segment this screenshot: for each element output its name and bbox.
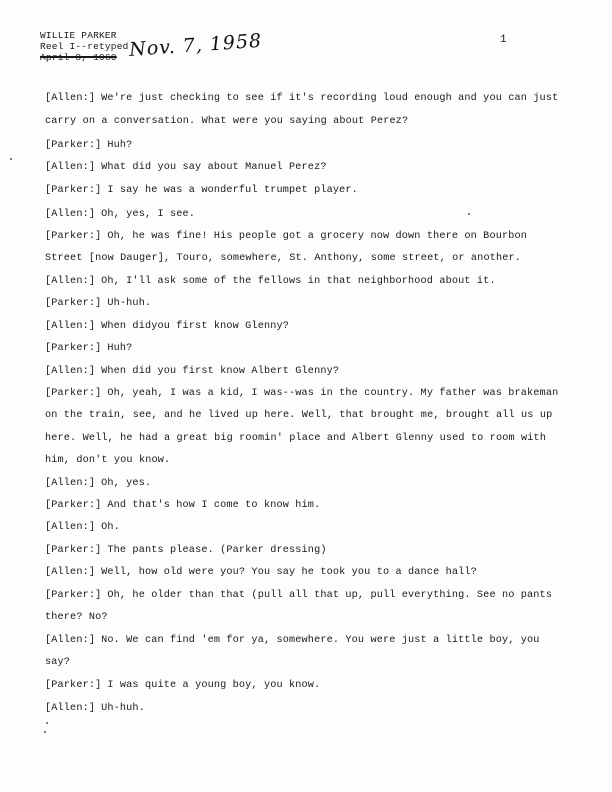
transcript-line [45,611,585,624]
struck-date [40,52,117,63]
transcript-line [45,679,585,692]
transcript-line [45,139,585,152]
line-text: When did you first know Albert Glenny? [101,366,340,377]
speaker-label: [Allen:] [45,522,96,533]
speaker-label: [Allen:] [45,321,96,332]
speaker-label: [Allen:] [45,567,96,578]
speaker-label: [Parker:] [45,500,102,511]
transcript-line [45,320,585,333]
transcript-line [45,92,585,105]
transcript-line [45,297,585,310]
line-text: Uh-huh. [107,298,152,309]
speaker-label: [Allen:] [45,366,96,377]
transcript-line [45,184,585,197]
speaker-label: [Parker:] [45,545,102,556]
transcript-line [45,544,585,557]
scan-speck [468,213,470,215]
scan-speck [44,731,46,733]
line-text: Huh? [107,140,133,151]
line-text: I say he was a wonderful trumpet player. [107,185,358,196]
line-text: there? No? [45,612,108,623]
transcript-line [45,499,585,512]
speaker-label: [Parker:] [45,590,102,601]
line-text: What did you say about Manuel Perez? [101,162,327,173]
struck-date-text: April 8, 1960 [40,52,117,63]
speaker-label: [Allen:] [45,162,96,173]
transcript-line [45,477,585,490]
transcript-line [45,432,585,445]
transcript-line [45,161,585,174]
line-text: Oh, I'll ask some of the fellows in that neighborhood about it. [101,276,496,287]
speaker-label: [Allen:] [45,209,96,220]
line-text: Oh, yeah, I was a kid, I was--was in the country. My father was brakeman [107,388,559,399]
transcript-line [45,342,585,355]
speaker-label: [Parker:] [45,231,102,242]
transcript-line [45,656,585,669]
transcript-line [45,409,585,422]
speaker-label: [Parker:] [45,388,102,399]
page-number: 1 [500,34,507,46]
line-text: Oh, he older than that (pull all that up, pull everything. See no pants [107,590,553,601]
scan-speck [46,722,48,724]
line-text: carry on a conversation. What were you saying about Perez? [45,116,409,127]
speaker-label: [Allen:] [45,703,96,714]
speaker-label: [Allen:] [45,635,96,646]
transcript-line [45,454,585,467]
speaker-label: [Parker:] [45,680,102,691]
line-text: Oh, he was fine! His people got a grocery now down there on Bourbon [107,231,528,242]
transcript-line [45,702,585,715]
speaker-label: [Allen:] [45,93,96,104]
scan-speck [10,158,12,160]
line-text: Street [now Dauger], Touro, somewhere, St. Anthony, some street, or another. [45,253,522,264]
line-text: The pants please. (Parker dressing) [107,545,327,556]
line-text: Well, how old were you? You say he took you to a dance hall? [101,567,477,578]
line-text: Uh-huh. [101,703,145,714]
transcript-line [45,589,585,602]
line-text: on the train, see, and he lived up here. Well, that brought me, brought all us up [45,410,553,421]
transcript-line [45,634,585,647]
line-text: Oh. [101,522,120,533]
reel-label: Reel I--retyped [40,41,129,52]
transcript-line [45,521,585,534]
line-text: Oh, yes, I see. [101,209,196,220]
transcript-line [45,387,585,400]
line-text: We're just checking to see if it's recording loud enough and you can just [101,93,559,104]
transcript-line [45,566,585,579]
speaker-label: [Parker:] [45,140,102,151]
line-text: him, don't you know. [45,455,171,466]
speaker-label: [Parker:] [45,343,102,354]
speaker-label: [Parker:] [45,298,102,309]
line-text: Oh, yes. [101,478,152,489]
speaker-label: [Allen:] [45,478,96,489]
transcript-line [45,252,585,265]
transcript-line [45,115,585,128]
line-text: Huh? [107,343,133,354]
line-text: here. Well, he had a great big roomin' place and Albert Glenny used to room with [45,433,547,444]
transcript-line [45,230,585,243]
transcript-line [45,365,585,378]
speaker-label: [Parker:] [45,185,102,196]
interviewee-name: WILLIE PARKER [40,30,117,41]
line-text: And that's how I come to know him. [107,500,321,511]
speaker-label: [Allen:] [45,276,96,287]
line-text: I was quite a young boy, you know. [107,680,321,691]
transcript-line [45,275,585,288]
handwritten-date: Nov. 7, 1958 [128,29,263,61]
line-text: No. We can find 'em for ya, somewhere. You were just a little boy, you [101,635,540,646]
line-text: say? [45,657,71,668]
line-text: When didyou first know Glenny? [101,321,290,332]
transcript-line [45,208,585,221]
